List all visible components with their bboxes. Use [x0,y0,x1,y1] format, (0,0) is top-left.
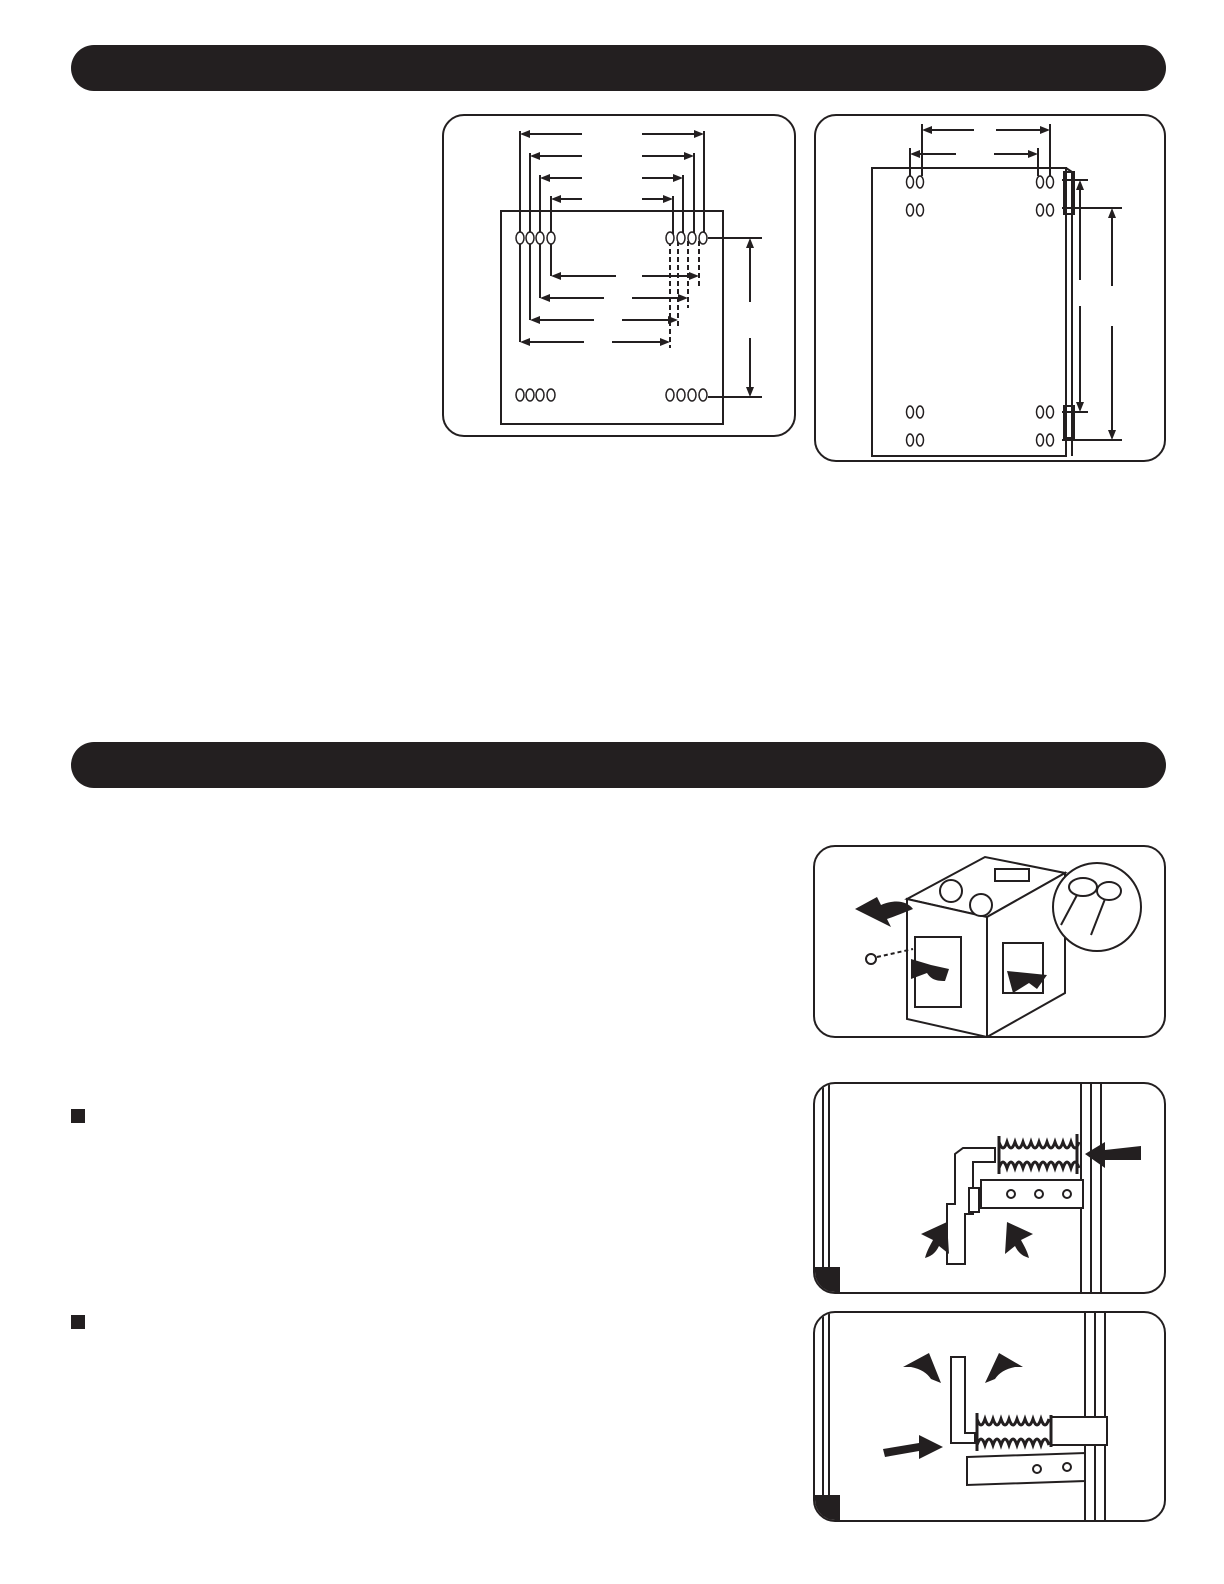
hole-pattern-front-diagram [444,116,796,437]
step-tag-b [815,1495,840,1520]
figure-hole-pattern-side [814,114,1166,462]
bullet-square-icon [71,1315,85,1329]
section-header-bottom [71,742,1166,788]
cabinet-door-removal-diagram [815,847,1166,1038]
figure-cabinet-keys [813,845,1166,1038]
step-tag-a [815,1267,840,1292]
figure-hinge-step-a [813,1082,1166,1294]
section-header-top [71,45,1166,91]
hinge-pin-release-diagram [815,1313,1166,1522]
figure-hole-pattern-front [442,114,796,437]
hole-pattern-side-diagram [816,116,1166,462]
figure-hinge-step-b [813,1311,1166,1522]
bullet-square-icon [71,1109,85,1123]
hinge-pin-compress-diagram [815,1084,1166,1294]
